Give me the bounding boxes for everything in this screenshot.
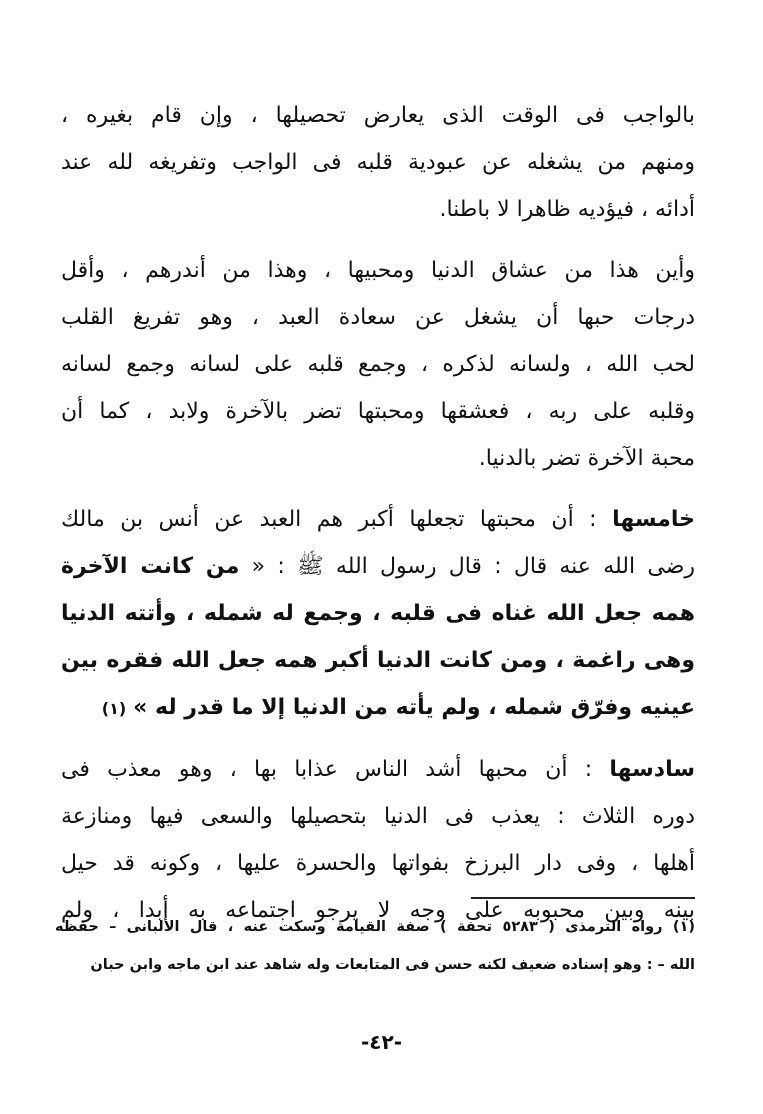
footnotes [55,908,695,984]
text-line: أدائه ، فيؤديه ظاهرا لا باطنا. [439,197,695,222]
text-line: أهلها ، وفى دار البرزخ بفواتها والحسرة عليها ، وكونه قد حيل [61,851,695,876]
hadith-text: من كانت الآخرة [61,554,240,579]
section-heading-fifth: خامسها [612,507,695,532]
text-line: درجات حبها أن يشغل عن سعادة العبد ، وهو تفريغ القلب [61,305,695,330]
text-span: : أن محبها أشد الناس عذابا بها ، وهو معذب فى [61,757,593,782]
hadith-line: همه جعل الله غناه فى قلبه ، وجمع له شمله ، وأتته الدنيا [61,601,695,626]
text-line: دوره الثلاث : يعذب فى الدنيا بتحصيلها والسعى فيها ومنازعة [61,804,695,829]
text-line [61,496,695,543]
hadith-text: عينيه وفرّق شمله ، ولم يأته من الدنيا إلا ما قدر له » [133,695,695,720]
footnote-line: الله – : وهو إسناده ضعيف لكنه حسن فى المتابعات وله شاهد عند ابن ماجه وابن حبان [90,957,695,973]
hadith-line: وهى راغمة ، ومن كانت الدنيا أكبر همه جعل الله فقره بين [61,648,695,673]
page-number: -٤٢- [360,1030,403,1054]
paragraph-2 [61,247,695,482]
text-span: : أن محبتها تجعلها أكبر هم العبد عن أنس بن مالك [61,507,597,532]
footnote-reference: (١) [101,699,127,718]
paragraph-sixth [61,746,695,934]
text-line: محبة الآخرة تضر بالدنيا. [478,446,695,471]
text-line: وأين هذا من عشاق الدنيا ومحبيها ، وهذا من أندرهم ، وأقل [61,258,695,283]
text-line [61,684,695,732]
paragraph-1 [61,92,695,233]
text-line [61,746,695,793]
text-line: بالواجب فى الوقت الذى يعارض تحصيلها ، وإن قام بغيره ، [61,103,695,128]
footnote-divider [471,897,695,899]
text-line: وقلبه على ربه ، فعشقها ومحبتها تضر بالآخرة ولابد ، كما أن [61,399,695,424]
text-line: بينه وبين محبوبه على وجه لا يرجو اجتماعه به أبدا ، ولم [61,898,695,923]
footnote-line: (١) رواه الترمذى ( ٥٢٨٣ تحفة ) صفة القيامة وسكت عنه ، قال الألبانى – حفظه [55,919,695,935]
main-text [61,92,695,948]
text-line: لحب الله ، ولسانه لذكره ، وجمع قلبه على لسانه وجمع لسانه [61,352,695,377]
text-line [61,543,695,590]
section-heading-sixth: سادسها [609,757,695,782]
text-line: ومنهم من يشغله عن عبودية قلبه فى الواجب وتفريغه لله عند [61,150,695,175]
paragraph-fifth [61,496,695,732]
text-span: رضى الله عنه قال : قال رسول الله ﷺ : « [251,554,695,579]
